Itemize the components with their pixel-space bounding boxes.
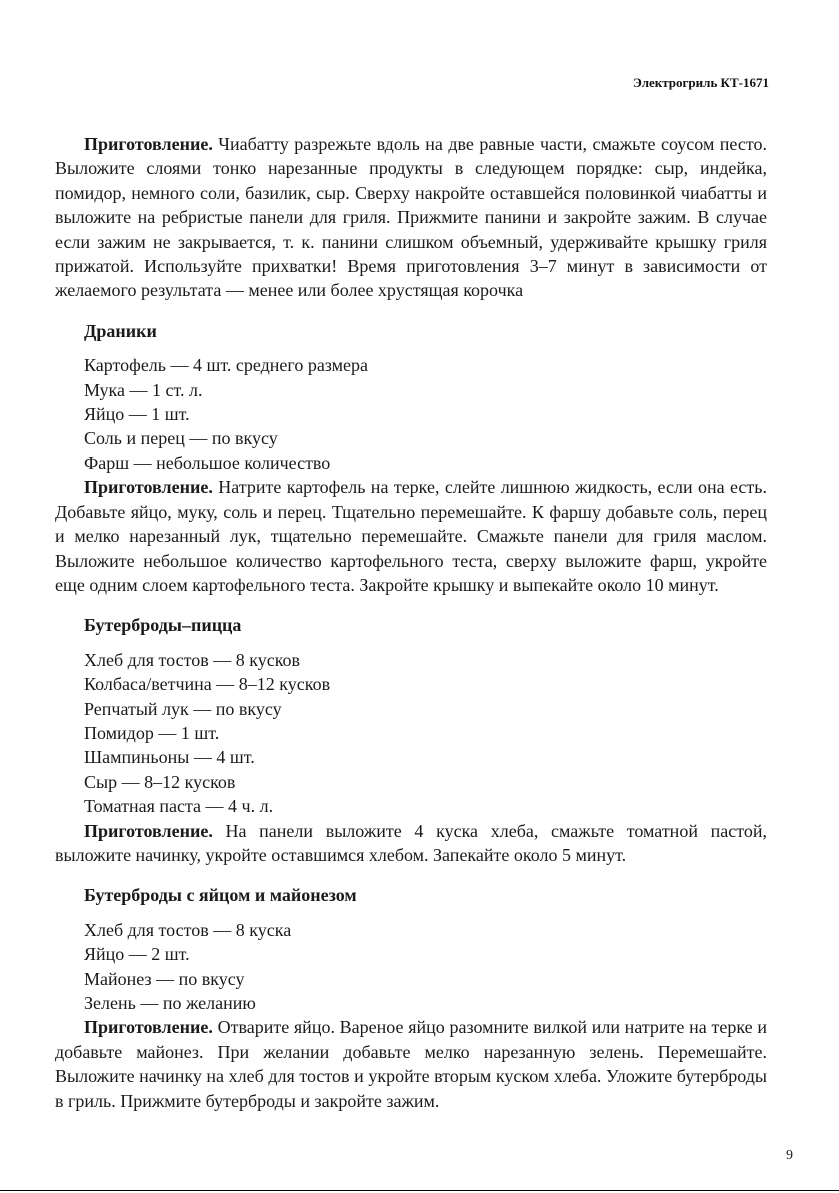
- intro-text: Чиабатту разрежьте вдоль на две равные части, смажьте соусом песто. Выложите слоями тонко нарезанные продукты в следующем порядке: сыр, индейка, помидор, немного соли, базилик, сыр. Сверху накройте оставшейся половинкой чиабатты и выложите на ребристые панели для гриля. Прижмите панини и закройте зажим. В случае если зажим не закрывается, т. к. панини слишком объемный, удерживайте крышку гриля прижатой. Используйте прихватки! Время приготовления 3–7 минут в зависимости от желаемого результата — менее или более хрустящая корочка: [55, 134, 767, 301]
- ingredient-item: Картофель — 4 шт. среднего размера: [84, 355, 369, 376]
- intro-paragraph: [55, 132, 767, 303]
- ingredient-item: Томатная паста — 4 ч. л.: [84, 796, 274, 817]
- ingredient-item: Яйцо — 1 шт.: [84, 404, 190, 425]
- preparation-paragraph: [55, 475, 767, 597]
- ingredient-item: Помидор — 1 шт.: [84, 722, 220, 743]
- ingredient-list: [84, 648, 767, 819]
- ingredient-item: Репчатый лук — по вкусу: [84, 698, 282, 719]
- ingredient-item: Шампиньоны — 4 шт.: [84, 747, 255, 768]
- preparation-text: Натрите картофель на терке, слейте лишнюю жидкость, если она есть. Добавьте яйцо, муку, соль и перец. Тщательно перемешайте. К фаршу добавьте соль, перец и мелко нарезанный лук, тщательно перемешайте. Смажьте панели для гриля маслом. Выложите небольшое количество картофельного теста, сверху выложите фарш, укройте еще одним слоем картофельного теста. Закройте крышку и выпекайте около 10 минут.: [55, 477, 767, 595]
- recipe-title: Драники: [84, 320, 157, 341]
- ingredient-item: Хлеб для тостов — 8 кусков: [84, 649, 301, 670]
- ingredient-item: Колбаса/ветчина — 8–12 кусков: [84, 674, 331, 695]
- preparation-lead: Приготовление.: [84, 1017, 213, 1038]
- ingredient-list: [84, 918, 767, 1016]
- bottom-divider: [0, 1190, 839, 1191]
- preparation-text: Отварите яйцо. Вареное яйцо разомните вилкой или натрите на терке и добавьте майонез. При желании добавьте мелко нарезанную зелень. Перемешайте. Выложите начинку на хлеб для тостов и укройте вторым куском хлеба. Уложите бутерброды в гриль. Прижмите бутерброды и закройте зажим.: [55, 1017, 767, 1111]
- recipe-pizza-sandwiches: [55, 613, 767, 867]
- recipe-egg-mayo-sandwiches: [55, 883, 767, 1113]
- recipe-title: Бутерброды–пицца: [84, 615, 242, 636]
- ingredient-item: Яйцо — 2 шт.: [84, 944, 190, 965]
- preparation-text: На панели выложите 4 куска хлеба, смажьте томатной пастой, выложите начинку, укройте оставшимся хлебом. Запекайте около 5 минут.: [55, 820, 767, 865]
- ingredient-list: [84, 353, 767, 475]
- intro-lead: Приготовление.: [84, 134, 213, 154]
- ingredient-item: Сыр — 8–12 кусков: [84, 771, 236, 792]
- ingredient-item: Хлеб для тостов — 8 куска: [84, 919, 292, 940]
- ingredient-item: Майонез — по вкусу: [84, 968, 245, 989]
- page-number: 9: [786, 1148, 793, 1163]
- preparation-lead: Приготовление.: [84, 820, 213, 841]
- page-content: [55, 132, 767, 1113]
- ingredient-item: Зелень — по желанию: [84, 993, 256, 1013]
- preparation-paragraph: [55, 1015, 767, 1113]
- recipe-draniki: [55, 319, 767, 597]
- recipe-title: Бутерброды с яйцом и майонезом: [84, 885, 357, 906]
- ingredient-item: Фарш — небольшое количество: [84, 452, 331, 473]
- ingredient-item: Соль и перец — по вкусу: [84, 428, 278, 449]
- preparation-paragraph: [55, 819, 767, 868]
- ingredient-item: Мука — 1 ст. л.: [84, 379, 203, 400]
- running-header: Электрогриль КТ-1671: [633, 75, 769, 90]
- preparation-lead: Приготовление.: [84, 477, 213, 498]
